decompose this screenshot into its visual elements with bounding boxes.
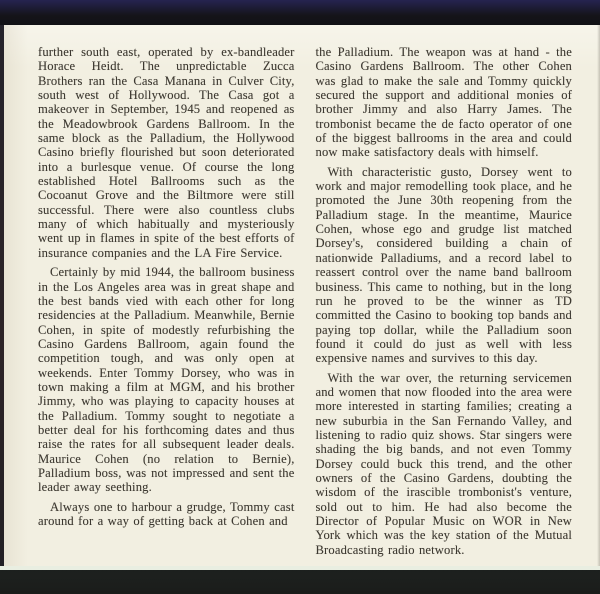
text-column-right	[316, 45, 573, 566]
paragraph: With the war over, the returning servicemen and women that now flooded into the area were more interested in starting families; creating a new suburbia in the San Fernando Valley, and listening to radio quiz shows. Star singers were shading the big bands, and not even Tommy Dorsey could buck this trend, and the other owners of the Casino Gardens, doubting the wisdom of the irascible trombonist's venture, sold out to him. He had also become the Director of Popular Music on WOR in New York which was the key station of the Mutual Broadcasting radio network.	[315, 370, 572, 557]
text-column-left	[38, 45, 295, 566]
paragraph: further south east, operated by ex-bandleader Horace Heidt. The unpredictable Zucca Brothers ran the Casa Manana in Culver City, south west of Hollywood. The Casa got a makeover in September, 1945 and reopened as the Meadowbrook Gardens Ballroom. In the same block as the Palladium, the Hollywood Casino briefly flourished but soon deteriorated into a burlesque venue. Of course the long established Hotel Ballrooms such as the Cocoanut Grove and the Biltmore were still successful. There were also countless clubs many of which habitually and mysteriously went up in flames in spite of the best efforts of insurance companies and the LA Fire Service.	[38, 45, 295, 260]
paragraph: Always one to harbour a grudge, Tommy cast around for a way of getting back at Cohen and	[38, 499, 295, 528]
page-left-edge	[0, 25, 4, 566]
scanner-band-bottom	[0, 570, 600, 594]
paragraph: the Palladium. The weapon was at hand - the Casino Gardens Ballroom. The other Cohen was glad to make the sale and Tommy quickly secured the support and additional monies of brother Jimmy and also Harry James. The trombonist became the de facto operator of one of the biggest ballrooms in the area and could now make satisfactory deals with himself.	[315, 45, 572, 160]
paragraph: With characteristic gusto, Dorsey went to work and major remodelling took place, and he promoted the June 30th reopening from the Palladium stage. In the meantime, Maurice Cohen, whose ego and grudge list matched Dorsey's, considered building a chain of nationwide Palladiums, and a record label to reassert control over the name band ballroom business. This came to nothing, but in the long run he proved to be the winner as TD committed the Casino to booking top bands and paying top dollar, while the Palladium soon found it could do just as well with less expensive names and survives to this day.	[315, 164, 572, 366]
scanner-band-top	[0, 0, 600, 25]
paragraph: Certainly by mid 1944, the ballroom business in the Los Angeles area was in great shape and the best bands vied with each other for long residencies at the Palladium. Meanwhile, Bernie Cohen, in spite of modestly refurbishing the Casino Gardens Ballroom, again found the competition tough, and was only open at weekends. Enter Tommy Dorsey, who was in town making a film at MGM, and his brother Jimmy, who was playing to capacity houses at the Palladium. Tommy sought to negotiate a better deal for his forthcoming dates and thus raise the rates for all subsequent leader deals. Maurice Cohen (no relation to Bernie), Palladium boss, was not impressed and sent the leader away seething.	[38, 265, 295, 495]
page-body	[4, 25, 600, 566]
